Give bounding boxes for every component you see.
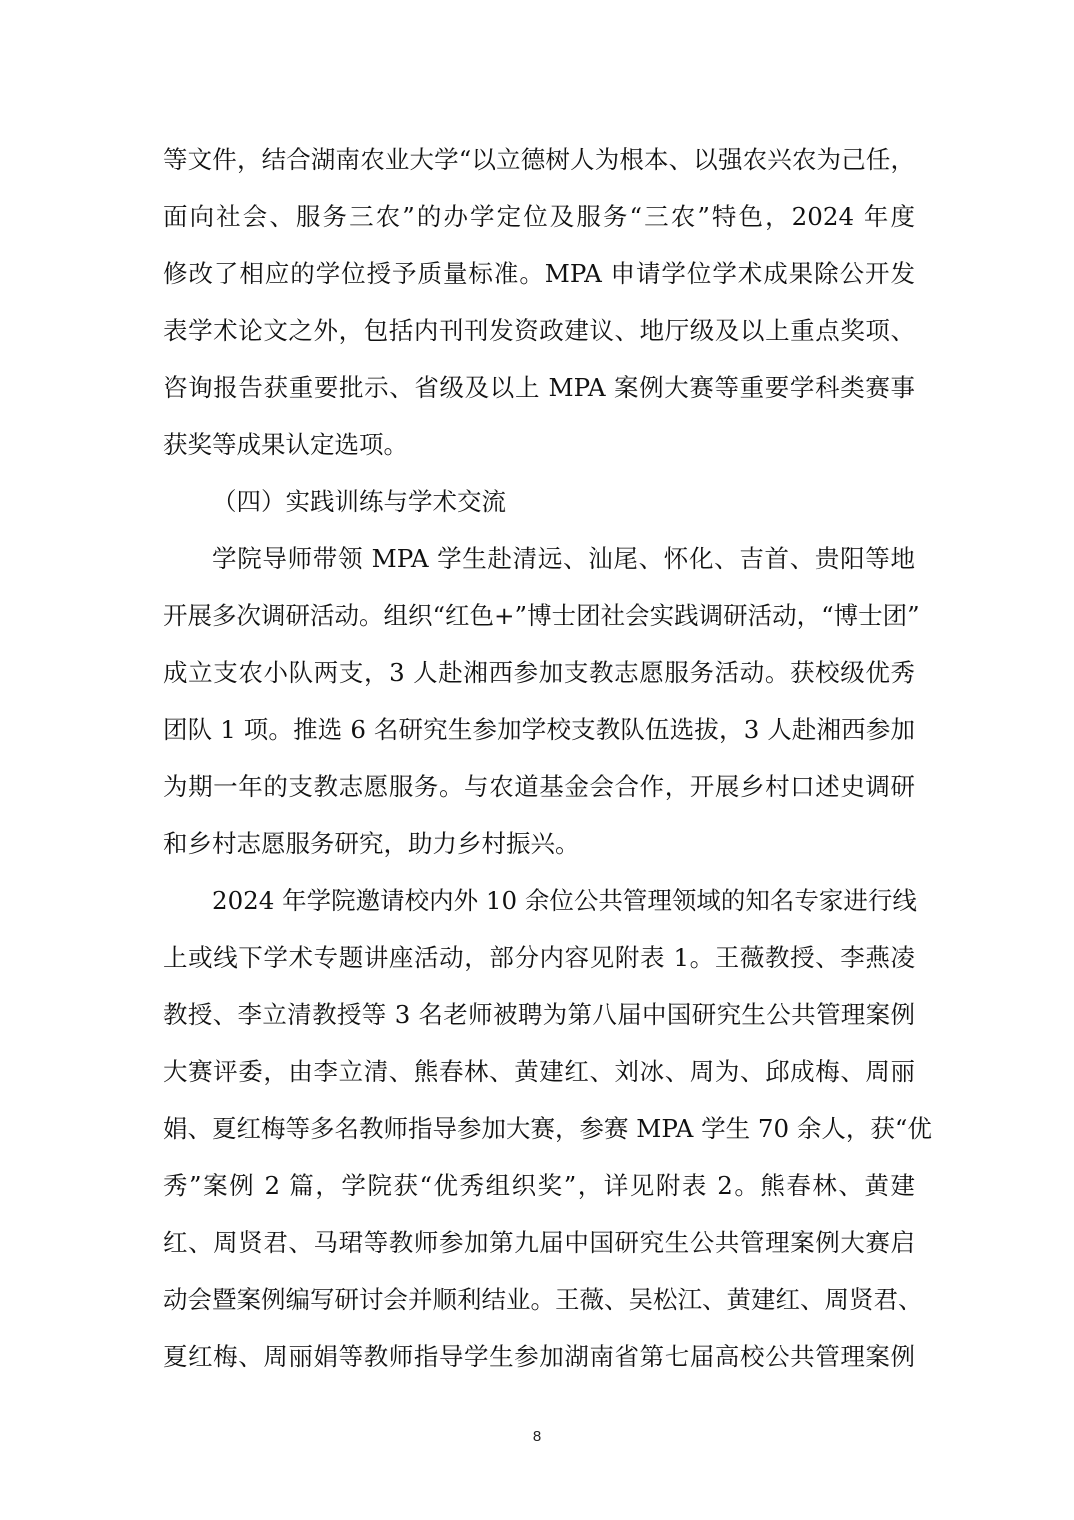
text-line: 秀”案例 2 篇，学院获“优秀组织奖”，详见附表 2。熊春林、黄建 (163, 1171, 915, 1200)
text-line: 咨询报告获重要批示、省级及以上 MPA 案例大赛等重要学科类赛事 (163, 373, 915, 402)
paragraph-academic-exchange (163, 872, 932, 1385)
text-line: 面向社会、服务三农”的办学定位及服务“三农”特色，2024 年度 (163, 202, 915, 231)
text-line: 为期一年的支教志愿服务。与农道基金会合作，开展乡村口述史调研 (163, 772, 915, 801)
text-line: 教授、李立清教授等 3 名老师被聘为第八届中国研究生公共管理案例 (163, 1000, 915, 1029)
paragraph-practice-training (163, 530, 920, 872)
text-line: 娟、夏红梅等多名教师指导参加大赛，参赛 MPA 学生 70 余人，获“优 (163, 1114, 932, 1143)
text-line: 开展多次调研活动。组织“红色+”博士团社会实践调研活动，“博士团” (163, 601, 920, 630)
text-line: 修改了相应的学位授予质量标准。MPA 申请学位学术成果除公开发 (163, 259, 915, 288)
text-line: 动会暨案例编写研讨会并顺利结业。王薇、吴松江、黄建红、周贤君、 (163, 1285, 923, 1314)
text-line: 夏红梅、周丽娟等教师指导学生参加湖南省第七届高校公共管理案例 (163, 1342, 915, 1371)
section-heading-block (163, 473, 915, 530)
text-line: 成立支农小队两支，3 人赴湘西参加支教志愿服务活动。获校级优秀 (163, 658, 915, 687)
section-heading: （四）实践训练与学术交流 (212, 487, 506, 516)
text-line: 和乡村志愿服务研究，助力乡村振兴。 (163, 829, 580, 858)
text-line: 学院导师带领 MPA 学生赴清远、汕尾、怀化、吉首、贵阳等地 (212, 544, 915, 573)
text-line: 表学术论文之外，包括内刊刊发资政建议、地厅级及以上重点奖项、 (163, 316, 915, 345)
text-line: 获奖等成果认定选项。 (163, 430, 408, 459)
page-number: 8 (532, 1428, 542, 1445)
text-line: 上或线下学术专题讲座活动，部分内容见附表 1。王薇教授、李燕凌 (163, 943, 915, 972)
text-line: 等文件，结合湖南农业大学“以立德树人为根本、以强农兴农为己任， (163, 145, 915, 174)
paragraph-degree-standards (163, 131, 915, 473)
text-line: 大赛评委，由李立清、熊春林、黄建红、刘冰、周为、邱成梅、周丽 (163, 1057, 915, 1086)
text-line: 2024 年学院邀请校内外 10 余位公共管理领域的知名专家进行线 (212, 886, 917, 915)
text-line: 团队 1 项。推选 6 名研究生参加学校支教队伍选拔，3 人赴湘西参加 (163, 715, 915, 744)
text-line: 红、周贤君、马珺等教师参加第九届中国研究生公共管理案例大赛启 (163, 1228, 915, 1257)
